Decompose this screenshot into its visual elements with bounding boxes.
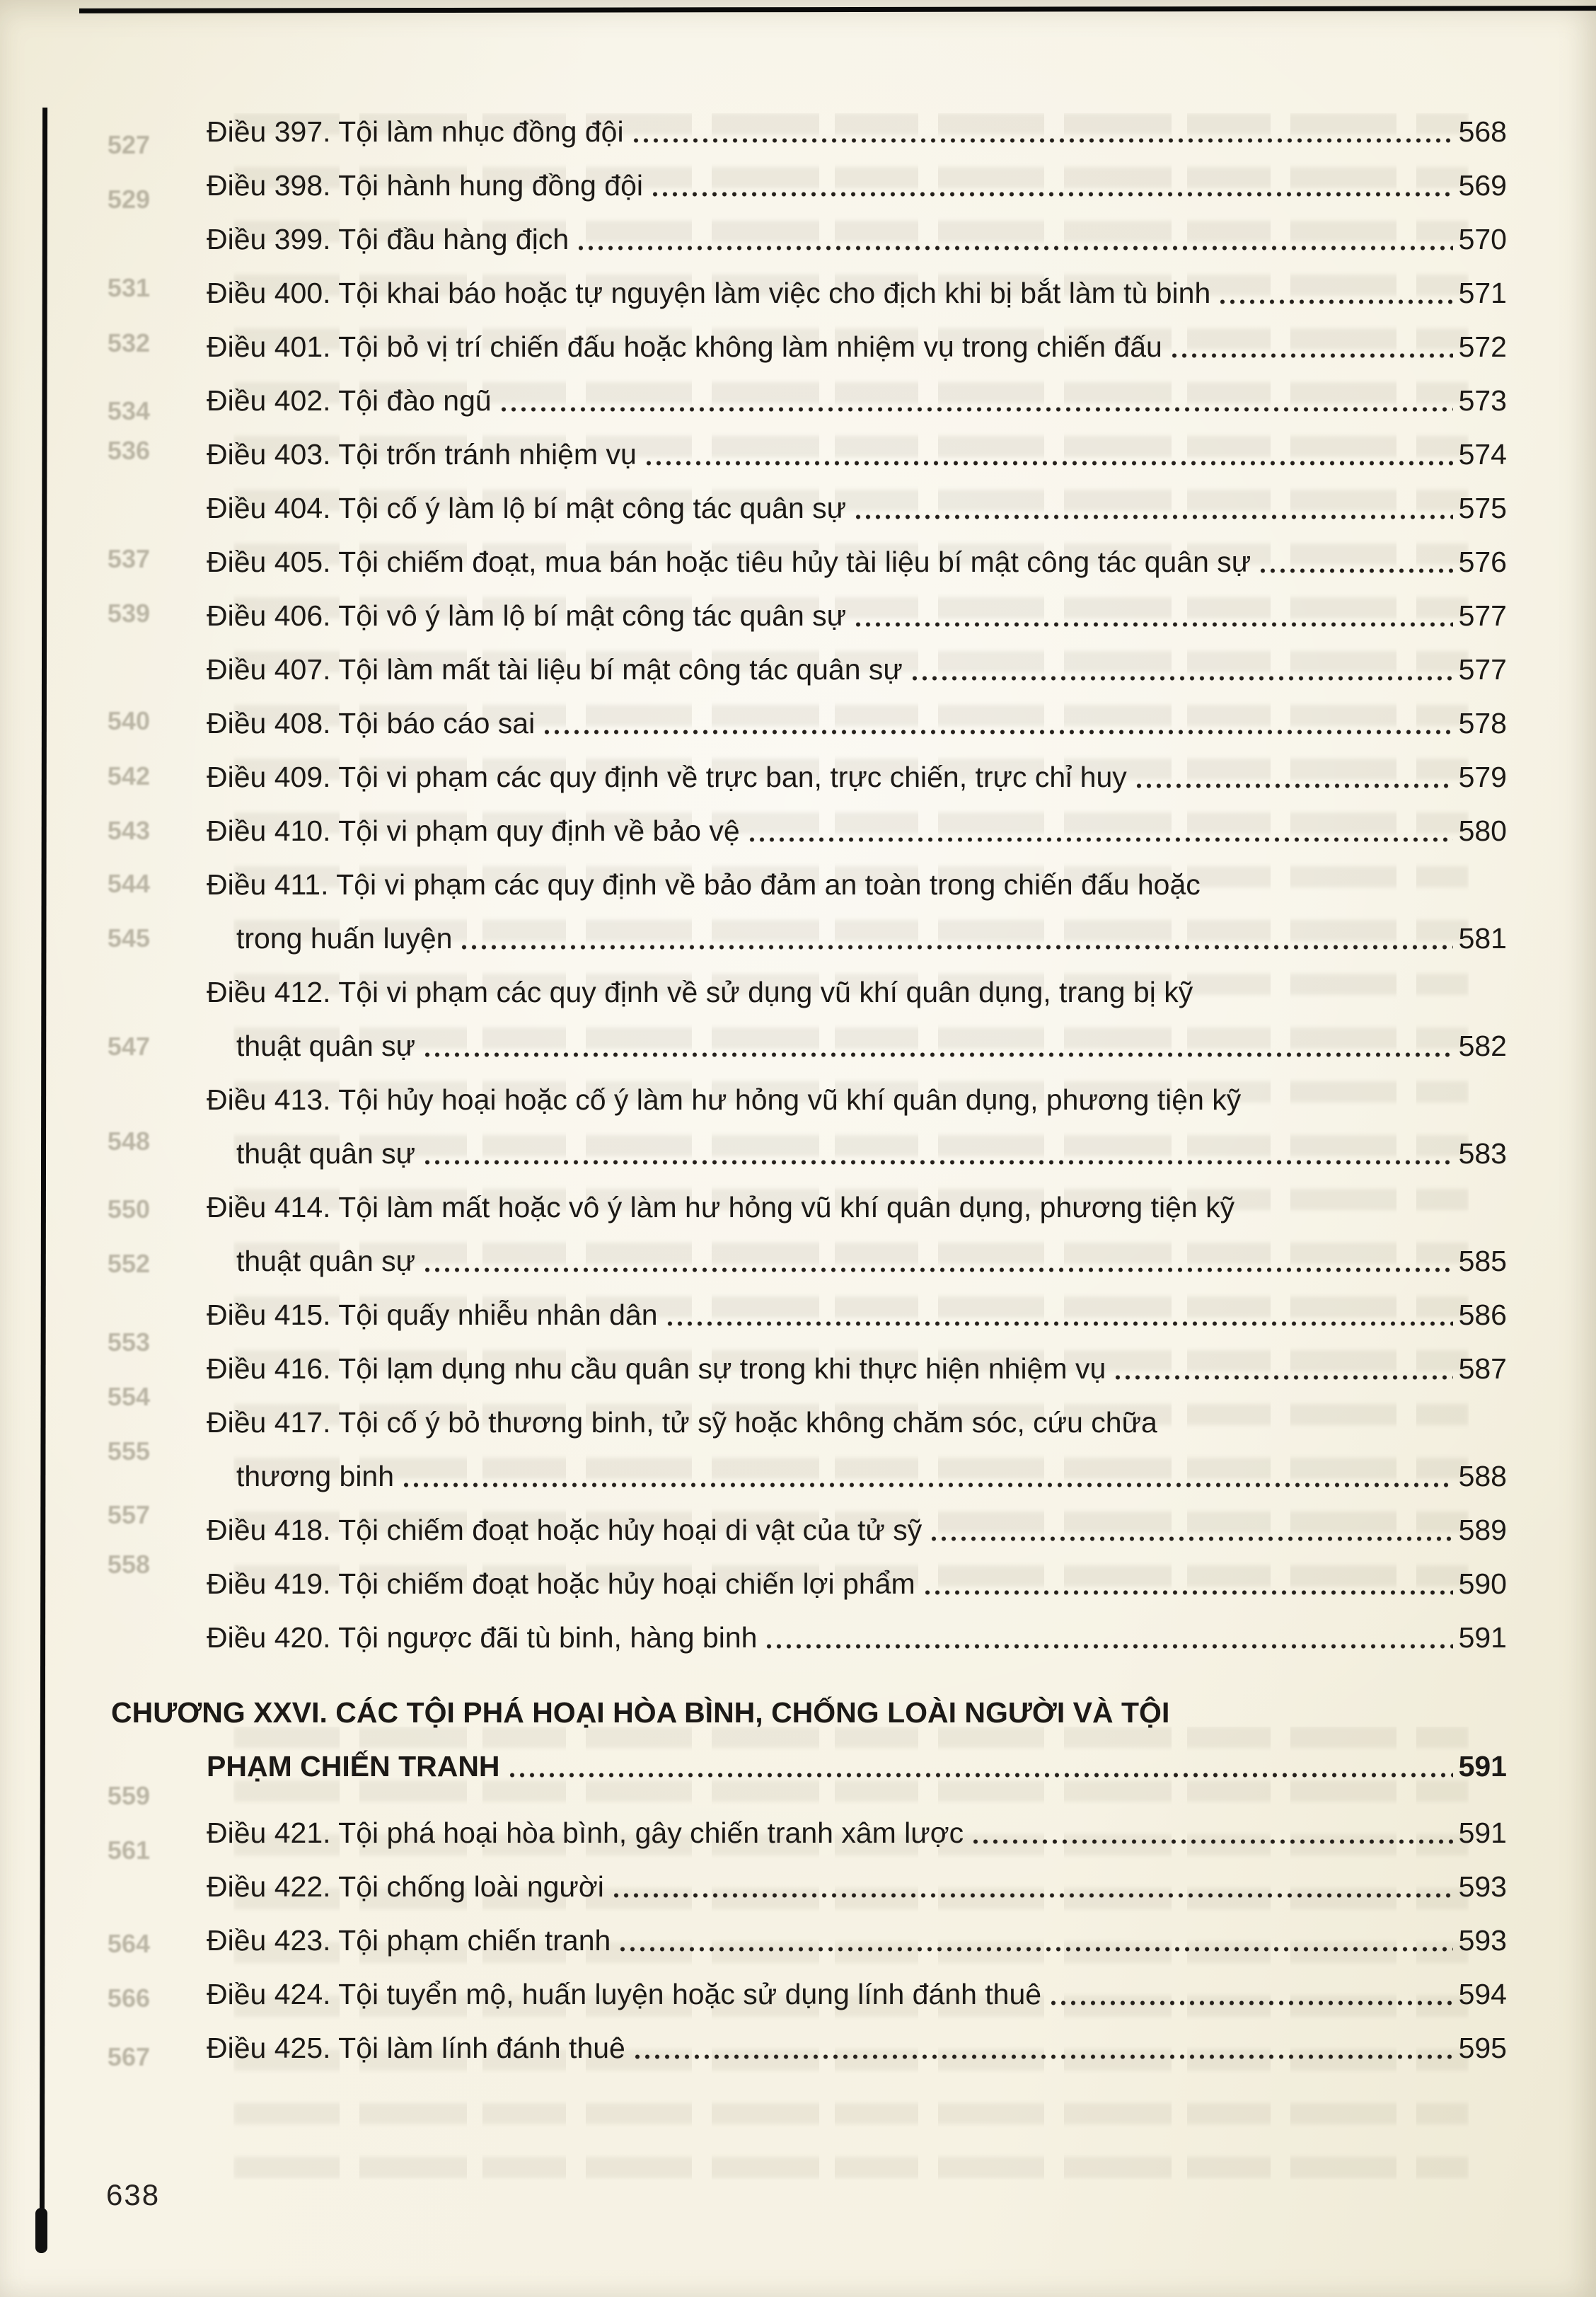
- entry-text: Điều 398. Tội hành hung đồng đội: [207, 169, 644, 202]
- page-number: 588: [1458, 1460, 1507, 1492]
- bleedthrough-number: 532: [107, 328, 150, 357]
- toc-entry: [111, 1806, 1507, 1860]
- toc-entry: [111, 696, 1507, 750]
- toc-line: [207, 535, 1507, 589]
- scan-edge-left-line: [40, 108, 47, 2228]
- dot-leader: [631, 137, 1453, 144]
- dot-leader: [507, 1772, 1453, 1778]
- toc-line: [207, 266, 1507, 320]
- toc-line: [207, 427, 1507, 481]
- dot-leader: [1134, 783, 1453, 789]
- bleedthrough-number: 564: [107, 1929, 150, 1958]
- toc-line: [207, 589, 1507, 643]
- entry-text: thương binh: [236, 1460, 395, 1492]
- entry-text: Điều 401. Tội bỏ vị trí chiến đấu hoặc không làm nhiệm vụ trong chiến đấu: [207, 330, 1162, 363]
- page-number: 576: [1458, 546, 1507, 578]
- bleedthrough-number: 545: [107, 923, 150, 952]
- entry-text: Điều 413. Tội hủy hoại hoặc cố ý làm hư hỏng vũ khí quân dụng, phương tiện kỹ: [207, 1083, 1242, 1116]
- toc-line: [207, 481, 1507, 535]
- bleedthrough-number: 559: [107, 1781, 150, 1810]
- dot-leader: [542, 729, 1452, 735]
- toc-line: [207, 212, 1507, 266]
- toc-line: [207, 1180, 1507, 1234]
- toc-entry: [111, 2021, 1507, 2075]
- scan-edge-top-line: [79, 6, 1596, 13]
- page-number: 594: [1458, 1978, 1507, 2010]
- entry-text: PHẠM CHIẾN TRANH: [207, 1750, 500, 1783]
- entry-text: Điều 417. Tội cố ý bỏ thương binh, tử sỹ hoặc không chăm sóc, cứu chữa: [207, 1406, 1157, 1439]
- page-number: 571: [1458, 277, 1507, 309]
- toc-line: [236, 1449, 1507, 1503]
- page-number: 587: [1458, 1352, 1507, 1385]
- page-number: 568: [1458, 115, 1507, 148]
- dot-leader: [1169, 352, 1453, 359]
- entry-text: Điều 412. Tội vi phạm các quy định về sử dụng vũ khí quân dụng, trang bị kỹ: [207, 976, 1193, 1008]
- scan-edge-ink-blob: [35, 2208, 47, 2253]
- toc-entry: [111, 427, 1507, 481]
- toc-entry: [111, 750, 1507, 804]
- entry-text: Điều 411. Tội vi phạm các quy định về bảo đảm an toàn trong chiến đấu hoặc: [207, 868, 1201, 901]
- page-number: 572: [1458, 330, 1507, 363]
- page-number: 595: [1458, 2032, 1507, 2064]
- entry-text: Điều 409. Tội vi phạm các quy định về trực ban, trực chiến, trực chỉ huy: [207, 761, 1127, 793]
- toc-entry: [111, 858, 1507, 965]
- dot-leader: [747, 836, 1453, 843]
- entry-text: Điều 423. Tội phạm chiến tranh: [207, 1924, 611, 1957]
- toc-line: [207, 1557, 1507, 1611]
- bleedthrough-number: 547: [107, 1032, 150, 1061]
- toc-entry: [111, 1611, 1507, 1664]
- entry-text: thuật quân sự: [236, 1137, 416, 1170]
- toc-entry: [111, 481, 1507, 535]
- entry-text: trong huấn luyện: [236, 922, 453, 955]
- toc-line: [236, 1019, 1507, 1073]
- page-number: 574: [1458, 438, 1507, 471]
- toc-entry: [111, 266, 1507, 320]
- bleedthrough-number: 543: [107, 816, 150, 845]
- toc-line: [111, 1686, 1507, 1739]
- toc-entry: [111, 1503, 1507, 1557]
- page-number: 577: [1458, 653, 1507, 686]
- entry-text: Điều 397. Tội làm nhục đồng đội: [207, 115, 624, 148]
- toc-line: [207, 1288, 1507, 1342]
- page-number: 591: [1458, 1621, 1507, 1654]
- toc-line: [207, 105, 1507, 159]
- entry-text: thuật quân sự: [236, 1030, 416, 1062]
- entry-text: Điều 424. Tội tuyển mộ, huấn luyện hoặc sử dụng lính đánh thuê: [207, 1978, 1042, 2010]
- entry-text: Điều 402. Tội đào ngũ: [207, 384, 492, 417]
- bleedthrough-number: 557: [107, 1500, 150, 1529]
- toc-line: [207, 1342, 1507, 1395]
- entry-text: Điều 400. Tội khai báo hoặc tự nguyện làm việc cho địch khi bị bắt làm tù binh: [207, 277, 1211, 309]
- dot-leader: [1048, 2000, 1453, 2006]
- toc-line: [207, 696, 1507, 750]
- bleedthrough-number: 550: [107, 1194, 150, 1224]
- page-number: 575: [1458, 492, 1507, 524]
- toc-line: [207, 1739, 1507, 1793]
- page-number: 578: [1458, 707, 1507, 739]
- page-number: 583: [1458, 1137, 1507, 1170]
- page-number: 593: [1458, 1870, 1507, 1903]
- page-number: 577: [1458, 599, 1507, 632]
- dot-leader: [665, 1320, 1453, 1327]
- toc-line: [207, 1860, 1507, 1913]
- bleedthrough-number: 537: [107, 544, 150, 573]
- page-number: 593: [1458, 1924, 1507, 1957]
- toc-line: [207, 1806, 1507, 1860]
- bleedthrough-number: 554: [107, 1382, 150, 1411]
- toc-line: [207, 1611, 1507, 1664]
- bleedthrough-number: 552: [107, 1249, 150, 1278]
- page-number: 573: [1458, 384, 1507, 417]
- toc-line: [207, 1913, 1507, 1967]
- page-number: 582: [1458, 1030, 1507, 1062]
- entry-text: Điều 410. Tội vi phạm quy định về bảo vệ: [207, 814, 740, 847]
- toc-entry: [111, 1557, 1507, 1611]
- toc-line: [207, 858, 1507, 911]
- toc-entry: [111, 804, 1507, 858]
- dot-leader: [971, 1838, 1452, 1845]
- page-number: 585: [1458, 1245, 1507, 1277]
- toc-line: [236, 1234, 1507, 1288]
- dot-leader: [929, 1536, 1452, 1542]
- page-number: 586: [1458, 1299, 1507, 1331]
- dot-leader: [422, 1052, 1452, 1058]
- dot-leader: [923, 1589, 1453, 1596]
- toc-line: [207, 1967, 1507, 2021]
- dot-leader: [1218, 299, 1452, 305]
- entry-text: Điều 404. Tội cố ý làm lộ bí mật công tác quân sự: [207, 492, 847, 524]
- table-of-contents: [111, 105, 1507, 2075]
- toc-line: [207, 1395, 1507, 1449]
- entry-text: Điều 405. Tội chiếm đoạt, mua bán hoặc tiêu hủy tài liệu bí mật công tác quân sự: [207, 546, 1251, 578]
- toc-entry: [111, 320, 1507, 374]
- bleedthrough-number: 542: [107, 761, 150, 790]
- dot-leader: [650, 191, 1453, 197]
- dot-leader: [632, 2054, 1453, 2060]
- dot-leader: [644, 460, 1453, 466]
- entry-text: thuật quân sự: [236, 1245, 416, 1277]
- entry-text: Điều 425. Tội làm lính đánh thuê: [207, 2032, 625, 2064]
- bleedthrough-number: 536: [107, 436, 150, 465]
- entry-text: Điều 408. Tội báo cáo sai: [207, 707, 536, 739]
- toc-entry: [111, 1913, 1507, 1967]
- dot-leader: [576, 245, 1452, 251]
- toc-line: [207, 159, 1507, 212]
- page-number: 580: [1458, 814, 1507, 847]
- bleedthrough-number: 540: [107, 706, 150, 735]
- dot-leader: [618, 1946, 1452, 1952]
- toc-entry: [111, 589, 1507, 643]
- entry-text: Điều 419. Tội chiếm đoạt hoặc hủy hoại chiến lợi phẩm: [207, 1567, 915, 1600]
- page-number: 591: [1458, 1750, 1507, 1783]
- page-number: 590: [1458, 1567, 1507, 1600]
- entry-text: Điều 407. Tội làm mất tài liệu bí mật công tác quân sự: [207, 653, 903, 686]
- chapter-heading: [111, 1686, 1507, 1793]
- bleedthrough-number: 561: [107, 1836, 150, 1865]
- bleedthrough-number: 566: [107, 1984, 150, 2013]
- dot-leader: [910, 675, 1453, 681]
- bleedthrough-number: 529: [107, 185, 150, 214]
- toc-entry: [111, 535, 1507, 589]
- entry-text: Điều 416. Tội lạm dụng nhu cầu quân sự trong khi thực hiện nhiệm vụ: [207, 1352, 1106, 1385]
- entry-text: Điều 403. Tội trốn tránh nhiệm vụ: [207, 438, 637, 471]
- toc-entry: [111, 374, 1507, 427]
- dot-leader: [1113, 1374, 1452, 1381]
- bleedthrough-number: 544: [107, 869, 150, 898]
- toc-entry: [111, 159, 1507, 212]
- toc-line: [236, 911, 1507, 965]
- page-number: 579: [1458, 761, 1507, 793]
- bleedthrough-number: 539: [107, 599, 150, 628]
- toc-entry: [111, 105, 1507, 159]
- entry-text: CHƯƠNG XXVI. CÁC TỘI PHÁ HOẠI HÒA BÌNH, CHỐNG LOÀI NGƯỜI VÀ TỘI: [111, 1696, 1170, 1729]
- entry-text: Điều 399. Tội đầu hàng địch: [207, 223, 569, 255]
- toc-entry: [111, 1967, 1507, 2021]
- toc-line: [207, 1503, 1507, 1557]
- bleedthrough-number: 548: [107, 1127, 150, 1156]
- bleedthrough-number: 534: [107, 396, 150, 425]
- toc-line: [207, 2021, 1507, 2075]
- toc-line: [207, 804, 1507, 858]
- toc-entry: [111, 1288, 1507, 1342]
- entry-text: Điều 422. Tội chống loài người: [207, 1870, 604, 1903]
- dot-leader: [764, 1643, 1452, 1650]
- toc-entry: [111, 1342, 1507, 1395]
- bleedthrough-number: 558: [107, 1550, 150, 1579]
- dot-leader: [499, 406, 1453, 413]
- page-number: 591: [1458, 1817, 1507, 1849]
- dot-leader: [1258, 568, 1452, 574]
- bleedthrough-number: 527: [107, 130, 150, 159]
- page-number: 570: [1458, 223, 1507, 255]
- dot-leader: [459, 944, 1452, 950]
- entry-text: Điều 420. Tội ngược đãi tù binh, hàng binh: [207, 1621, 758, 1654]
- dot-leader: [853, 621, 1452, 628]
- dot-leader: [401, 1482, 1453, 1488]
- toc-line: [207, 643, 1507, 696]
- entry-text: Điều 406. Tội vô ý làm lộ bí mật công tác quân sự: [207, 599, 847, 632]
- entry-text: Điều 415. Tội quấy nhiễu nhân dân: [207, 1299, 658, 1331]
- bleedthrough-number: 555: [107, 1437, 150, 1466]
- toc-line: [207, 965, 1507, 1019]
- page-number: 581: [1458, 922, 1507, 955]
- dot-leader: [422, 1267, 1452, 1273]
- toc-entry: [111, 1073, 1507, 1180]
- toc-entry: [111, 643, 1507, 696]
- toc-line: [207, 374, 1507, 427]
- toc-line: [207, 1073, 1507, 1127]
- toc-entry: [111, 1180, 1507, 1288]
- entry-text: Điều 418. Tội chiếm đoạt hoặc hủy hoại di vật của tử sỹ: [207, 1514, 923, 1546]
- entry-text: Điều 414. Tội làm mất hoặc vô ý làm hư hỏng vũ khí quân dụng, phương tiện kỹ: [207, 1191, 1235, 1224]
- dot-leader: [422, 1159, 1452, 1165]
- bleedthrough-number: 567: [107, 2042, 150, 2071]
- dot-leader: [611, 1892, 1453, 1899]
- folio-page-number: 638: [106, 2178, 161, 2211]
- entry-text: Điều 421. Tội phá hoại hòa bình, gây chiến tranh xâm lược: [207, 1817, 964, 1849]
- toc-line: [236, 1127, 1507, 1180]
- toc-line: [207, 320, 1507, 374]
- dot-leader: [853, 514, 1452, 520]
- toc-entry: [111, 212, 1507, 266]
- toc-entry: [111, 1395, 1507, 1503]
- toc-entry: [111, 965, 1507, 1073]
- toc-line: [207, 750, 1507, 804]
- page-number: 569: [1458, 169, 1507, 202]
- bleedthrough-number: 553: [107, 1328, 150, 1357]
- toc-entry: [111, 1860, 1507, 1913]
- page-number: 589: [1458, 1514, 1507, 1546]
- bleedthrough-number: 531: [107, 273, 150, 302]
